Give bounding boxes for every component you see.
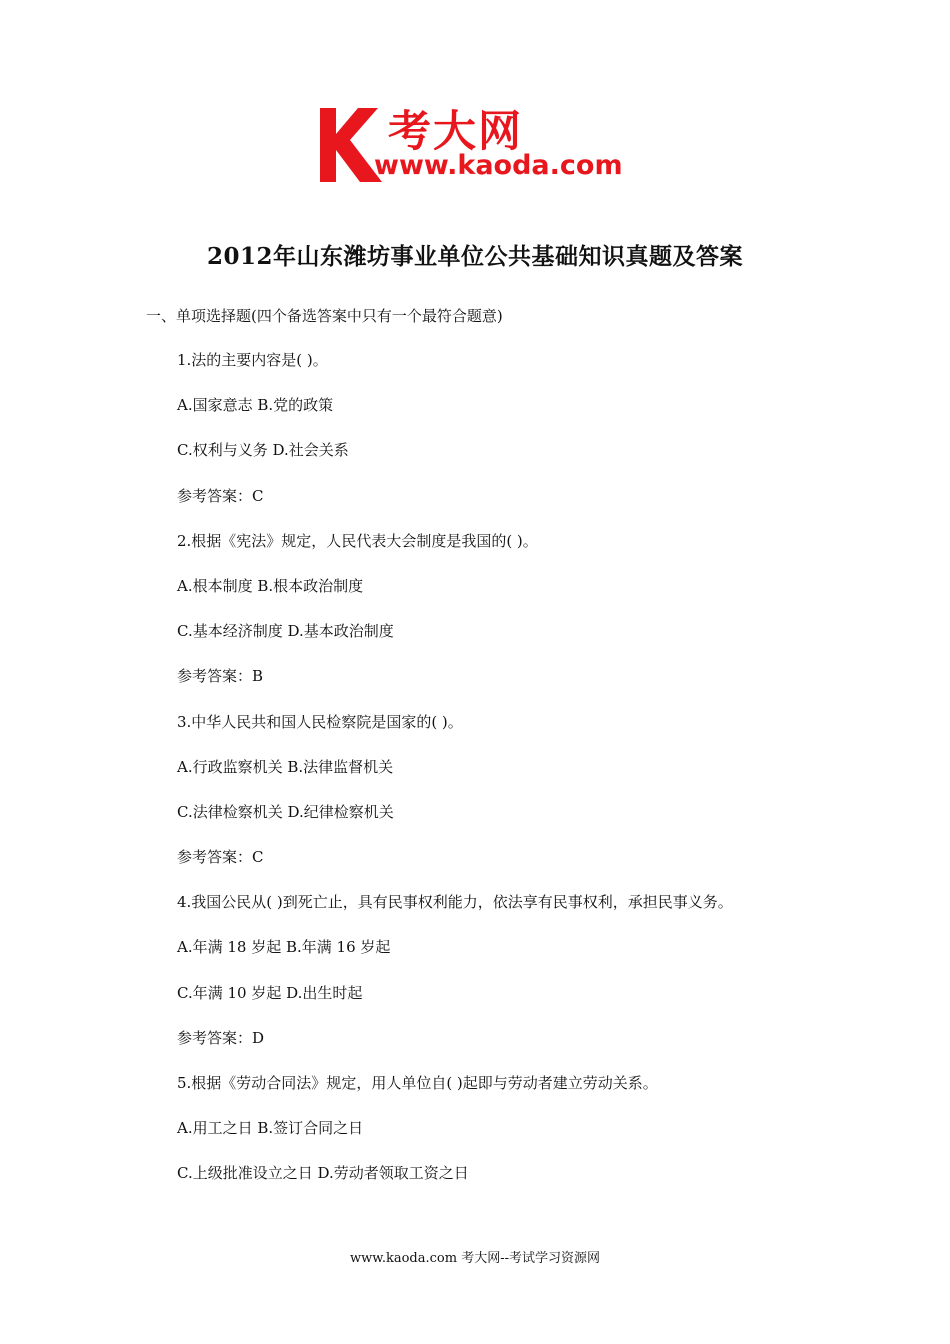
logo-url-text: www.kaoda.com [374, 150, 623, 181]
answer-option-line: C.权利与义务 D.社会关系 [177, 441, 349, 460]
answer-option-line: A.根本制度 B.根本政治制度 [177, 576, 364, 595]
answer-option-line: A.年满 18 岁起 B.年满 16 岁起 [177, 938, 391, 957]
logo-chinese-text: 考大网 [388, 107, 523, 157]
document-title: 2012年山东潍坊事业单位公共基础知识真题及答案 [206, 243, 743, 270]
answer-option-line: A.行政监察机关 B.法律监督机关 [177, 757, 394, 776]
answer-option-line: A.国家意志 B.党的政策 [177, 396, 334, 415]
question-list [177, 350, 733, 1209]
section-heading: 一、单项选择题(四个备选答案中只有一个最符合题意) [146, 307, 503, 325]
site-logo[interactable] [318, 104, 648, 186]
answer-option-line: C.上级批准设立之日 D.劳动者领取工资之日 [177, 1164, 469, 1183]
question-line: 5.根据《劳动合同法》规定，用人单位自( )起即与劳动者建立劳动关系。 [177, 1074, 658, 1092]
answer-option-line: A.用工之日 B.签订合同之日 [177, 1119, 364, 1138]
reference-answer: 参考答案：C [177, 486, 264, 505]
question-line: 1.法的主要内容是( )。 [177, 351, 328, 369]
reference-answer: 参考答案：B [177, 667, 264, 686]
question-line: 2.根据《宪法》规定，人民代表大会制度是我国的( )。 [177, 531, 538, 550]
question-line: 4.我国公民从( )到死亡止，具有民事权利能力，依法享有民事权利，承担民事义务。 [177, 893, 733, 912]
answer-option-line: C.法律检察机关 D.纪律检察机关 [177, 802, 394, 821]
reference-answer: 参考答案：C [177, 848, 264, 867]
reference-answer: 参考答案：D [177, 1028, 265, 1047]
answer-option-line: C.基本经济制度 D.基本政治制度 [177, 622, 394, 641]
question-line: 3.中华人民共和国人民检察院是国家的( )。 [177, 712, 463, 731]
answer-option-line: C.年满 10 岁起 D.出生时起 [177, 983, 363, 1002]
page-footer: www.kaoda.com 考大网--考试学习资源网 [350, 1251, 600, 1266]
